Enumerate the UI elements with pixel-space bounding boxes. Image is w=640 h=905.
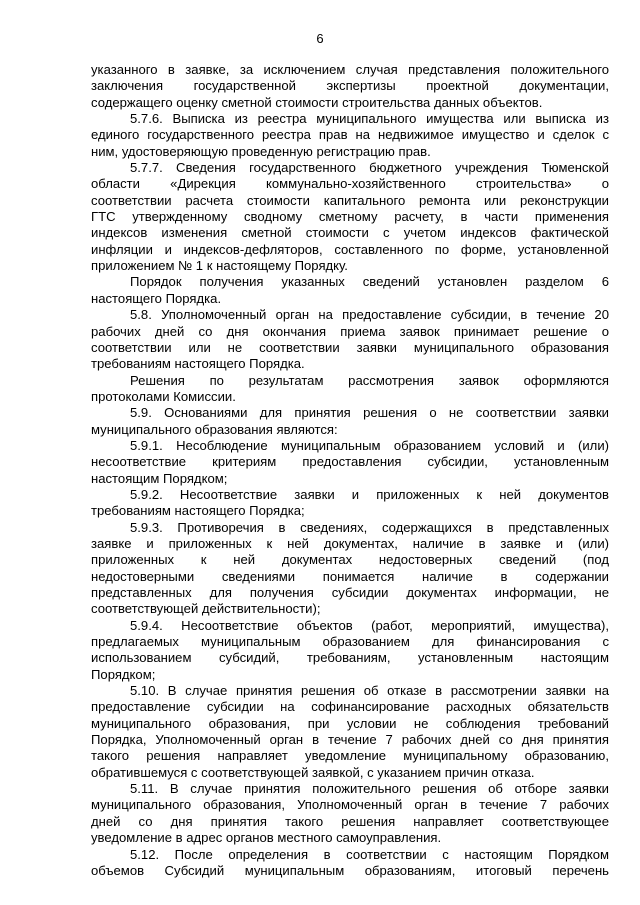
text-line: протоколами Комиссии. [91, 388, 236, 404]
paragraph [91, 585, 609, 601]
text-line: приложением № 1 к настоящему Порядку. [91, 258, 348, 274]
paragraph [91, 422, 609, 438]
text-line: соответствующей действительности); [91, 601, 321, 617]
paragraph [91, 781, 609, 797]
text-line: заявке и приложенных к ней документах, наличие в заявке и (или) [91, 535, 609, 551]
paragraph [91, 111, 609, 127]
text-line: 5.11. В случае принятия положительного решения об отборе заявки [130, 781, 609, 797]
paragraph [91, 324, 609, 340]
text-line: уведомление в адрес органов местного самоуправления. [91, 830, 442, 846]
text-line: муниципального образования, Уполномоченный орган в течение 7 рабочих [91, 797, 609, 813]
paragraph [91, 454, 609, 470]
paragraph [91, 225, 609, 241]
paragraph [91, 291, 609, 307]
text-line: муниципального образования, при условии не соблюдения требований [91, 715, 609, 731]
paragraph [91, 160, 609, 176]
text-line: муниципального образования являются: [91, 421, 338, 437]
paragraph [91, 487, 609, 503]
paragraph [91, 209, 609, 225]
text-line: недостоверными сведениями понимается наличие в содержании [91, 568, 609, 584]
text-line: 5.7.7. Сведения государственного бюджетного учреждения Тюменской [130, 160, 609, 176]
text-line: требованиям настоящего Порядка. [91, 356, 305, 372]
text-line: 5.9.1. Несоблюдение муниципальным образованием условий и (или) [130, 437, 609, 453]
paragraph [91, 274, 609, 290]
paragraph [91, 552, 609, 568]
paragraph [91, 699, 609, 715]
paragraph [91, 683, 609, 699]
paragraph [91, 650, 609, 666]
paragraph [91, 814, 609, 830]
document-body [91, 62, 609, 879]
paragraph [91, 438, 609, 454]
text-line: Порядком; [91, 666, 156, 682]
paragraph [91, 193, 609, 209]
text-line: 5.9.3. Противоречия в сведениях, содержащихся в представленных [130, 519, 609, 535]
text-line: 5.9.4. Несоответствие объектов (работ, мероприятий, имущества), [130, 617, 609, 633]
text-line: представленных для получения субсидии документах информации, не [91, 585, 609, 600]
paragraph [91, 471, 609, 487]
text-line: приложенных к ней документах недостоверных сведений (под [91, 552, 609, 568]
paragraph [91, 716, 609, 732]
paragraph [91, 127, 609, 143]
text-line: дней со дня принятия такого решения направляет соответствующее [91, 813, 609, 829]
text-line: соответствии или не соответствии заявки муниципального образования [91, 339, 609, 355]
paragraph [91, 536, 609, 552]
text-line: обратившемуся с соответствующей заявкой, с указанием причин отказа. [91, 764, 535, 780]
text-line: требованиям настоящего Порядка; [91, 503, 305, 519]
paragraph [91, 634, 609, 650]
paragraph [91, 356, 609, 372]
paragraph [91, 520, 609, 536]
paragraph [91, 144, 609, 160]
text-line: настоящего Порядка. [91, 290, 222, 306]
paragraph [91, 732, 609, 748]
paragraph [91, 78, 609, 94]
paragraph [91, 62, 609, 78]
paragraph [91, 340, 609, 356]
paragraph [91, 569, 609, 585]
paragraph [91, 618, 609, 634]
paragraph [91, 405, 609, 421]
text-line: соответствии расчета стоимости капитального ремонта или реконструкции [91, 192, 609, 208]
text-line: индексов изменения сметной стоимости с учетом индексов фактической [91, 225, 609, 241]
text-line: заключения государственной экспертизы проектной документации, [91, 78, 609, 94]
text-line: предлагаемых муниципальным образованием для финансирования с [91, 634, 609, 650]
paragraph [91, 667, 609, 683]
text-line: Порядка, Уполномоченный орган в течение 7 рабочих дней со дня принятия [91, 732, 609, 748]
paragraph [91, 242, 609, 258]
text-line: 5.9. Основаниями для принятия решения о не соответствии заявки [130, 405, 609, 421]
paragraph [91, 307, 609, 323]
paragraph [91, 748, 609, 764]
text-line: настоящим Порядком; [91, 470, 228, 486]
text-line: указанного в заявке, за исключением случая представления положительного [91, 62, 609, 77]
paragraph [91, 830, 609, 846]
text-line: предоставление субсидии на софинансирование расходных обязательств [91, 699, 609, 715]
text-line: несоответствие критериям предоставления субсидии, установленным [91, 454, 609, 470]
text-line: инфляции и индексов-дефляторов, составленного по форме, установленной [91, 241, 609, 257]
paragraph [91, 176, 609, 192]
text-line: объемов Субсидий муниципальным образованиям, итоговый перечень [91, 862, 609, 878]
paragraph [91, 601, 609, 617]
text-line: содержащего оценку сметной стоимости строительства данных объектов. [91, 94, 543, 110]
text-line: 5.12. После определения в соответствии с настоящим Порядком [130, 846, 609, 862]
paragraph [91, 863, 609, 879]
text-line: 5.9.2. Несоответствие заявки и приложенных к ней документов [130, 486, 609, 502]
text-line: единого государственного реестра прав на недвижимое имущество и сделок с [91, 127, 609, 143]
paragraph [91, 797, 609, 813]
text-line: 5.7.6. Выписка из реестра муниципального имущества или выписка из [130, 111, 609, 127]
text-line: использованием субсидий, требованиям, установленным настоящим [91, 650, 609, 666]
page-number: 6 [316, 31, 324, 46]
paragraph [91, 503, 609, 519]
paragraph [91, 95, 609, 111]
text-line: Порядок получения указанных сведений установлен разделом 6 [130, 274, 609, 290]
text-line: области «Дирекция коммунально-хозяйственного строительства» о [91, 176, 609, 192]
paragraph [91, 847, 609, 863]
text-line: ГТС утвержденному сводному сметному расчету, в части применения [91, 209, 609, 225]
text-line: рабочих дней со дня окончания приема заявок принимает решение о [91, 323, 609, 339]
paragraph [91, 258, 609, 274]
text-line: ним, удостоверяющую проведенную регистрацию прав. [91, 143, 431, 159]
paragraph [91, 389, 609, 405]
text-line: 5.10. В случае принятия решения об отказе в рассмотрении заявки на [130, 683, 609, 699]
text-line: такого решения направляет уведомление муниципальному образованию, [91, 748, 609, 764]
paragraph [91, 765, 609, 781]
text-line: 5.8. Уполномоченный орган на предоставление субсидии, в течение 20 [130, 307, 609, 323]
paragraph [91, 373, 609, 389]
text-line: Решения по результатам рассмотрения заявок оформляются [130, 372, 609, 388]
